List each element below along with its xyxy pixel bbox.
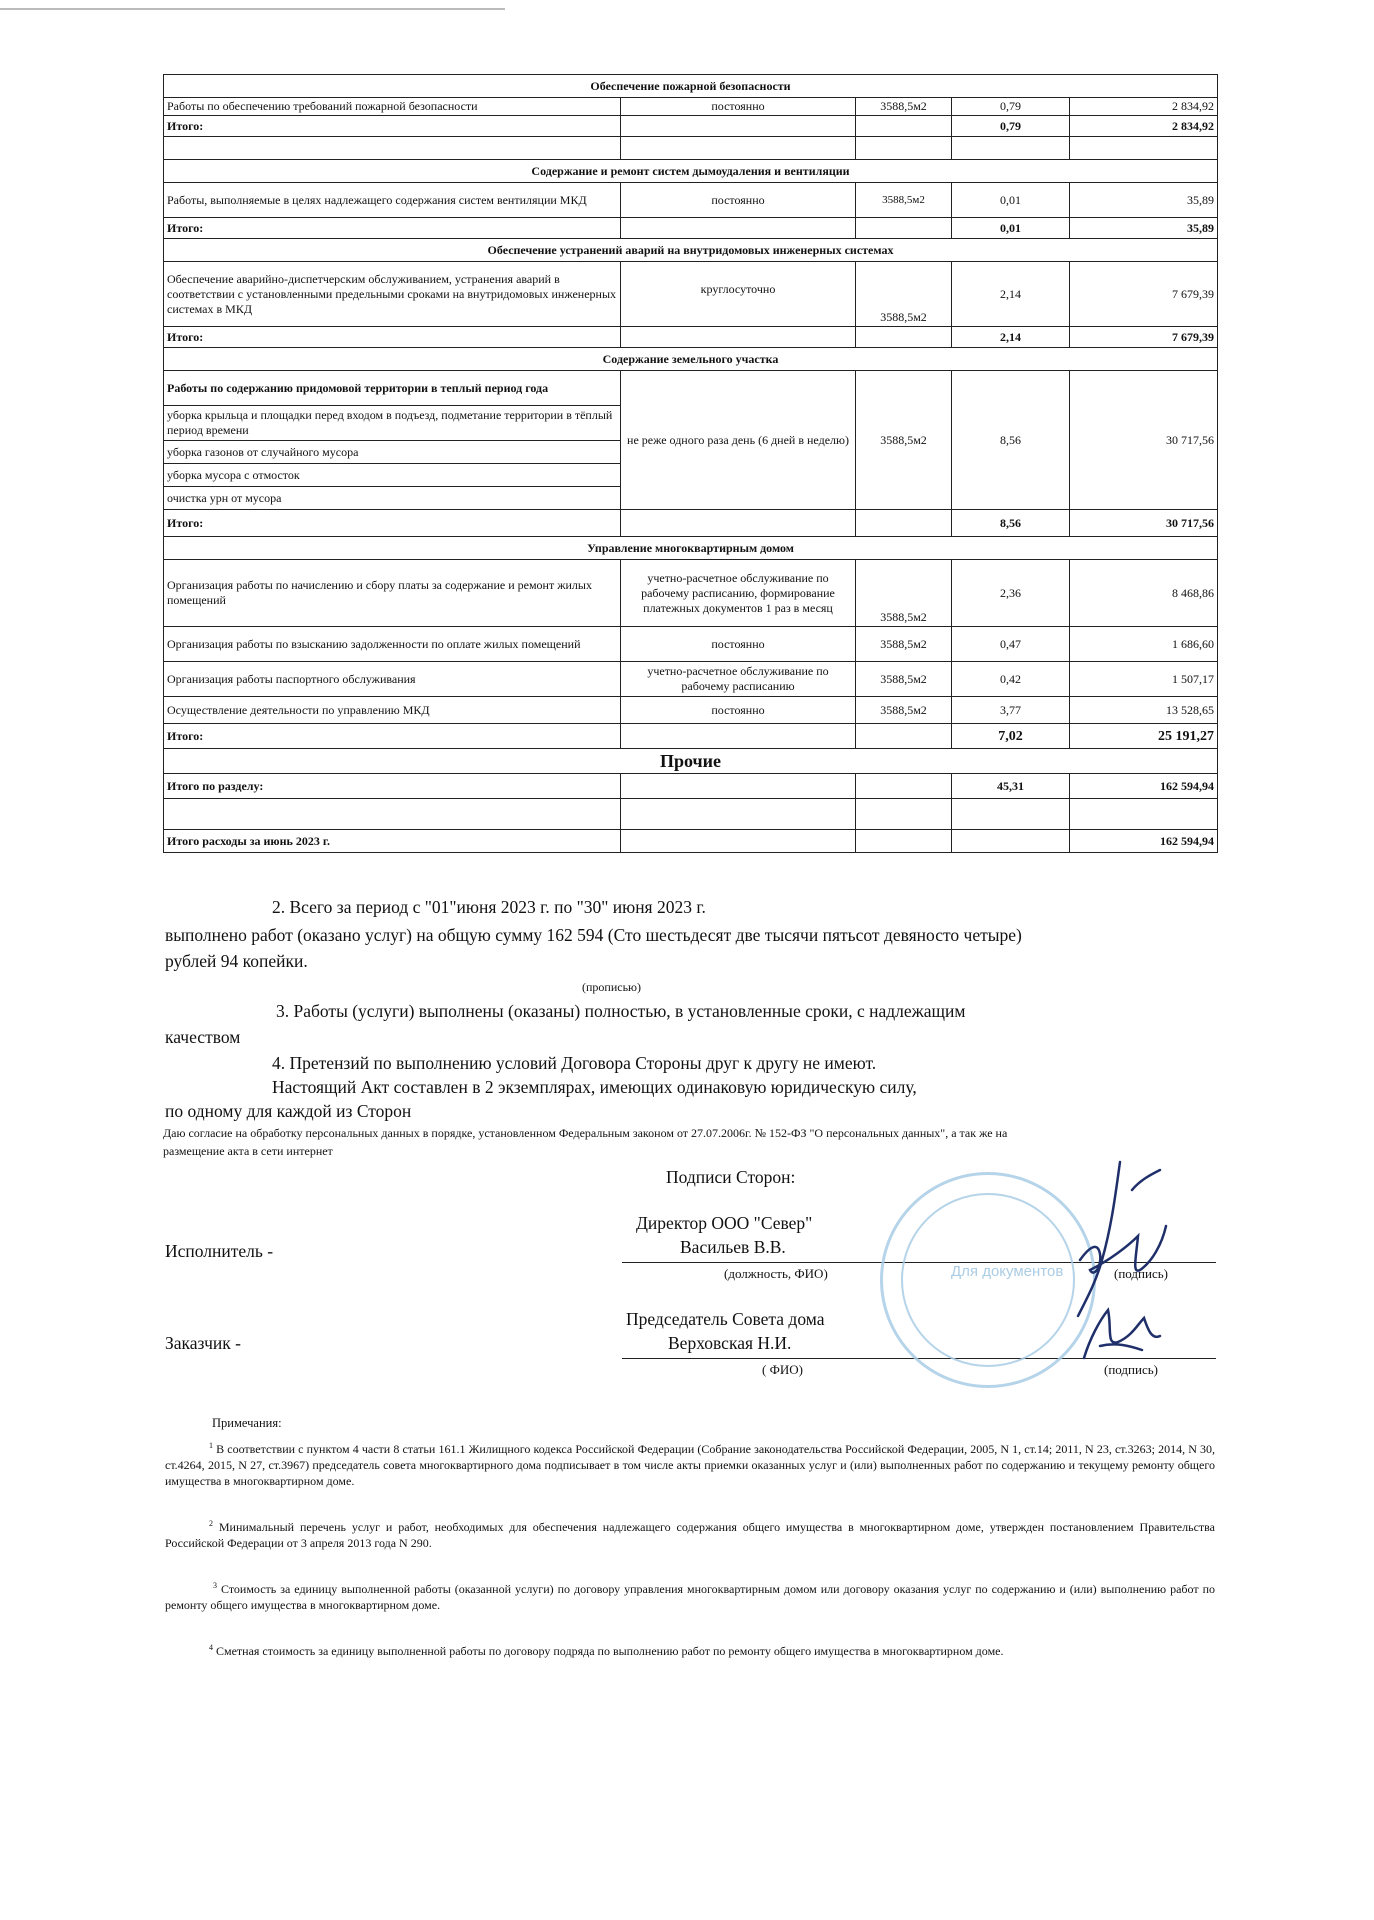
work-name: Работы по обеспечению требований пожарной безопасности xyxy=(164,98,621,116)
paragraph-3-line-1: 3. Работы (услуги) выполнены (оказаны) полностью, в установленные сроки, с надлежащим xyxy=(276,1001,966,1021)
table-row xyxy=(164,98,1218,116)
stamp-text: Для документов xyxy=(951,1263,1064,1280)
customer-name: Верховская Н.И. xyxy=(668,1333,792,1353)
executor-caption: (должность, ФИО) xyxy=(724,1266,828,1281)
work-area: 3588,5м2 xyxy=(856,183,952,218)
handwritten-signature xyxy=(1020,1150,1220,1370)
executor-position: Директор ООО "Север" xyxy=(636,1213,813,1233)
note-4-text: Сметная стоимость за единицу выполненной работы по договору подряда по выполнению работ по ремонту общего имущества в многоквартирном доме. xyxy=(216,1644,1004,1658)
land-item: уборка крыльца и площадки перед входом в подъезд, подметание территории в тёплый период времени xyxy=(164,406,621,441)
work-period: постоянно xyxy=(621,627,856,662)
customer-label: Заказчик - xyxy=(165,1333,241,1353)
section-title-ventilation: Содержание и ремонт систем дымоудаления и вентиляции xyxy=(164,160,1218,183)
work-sum: 2 834,92 xyxy=(1070,98,1218,116)
note-3-mark: 3 xyxy=(213,1581,217,1590)
section-title-land: Содержание земельного участка xyxy=(164,348,1218,371)
work-rate: 0,42 xyxy=(952,662,1070,697)
notes-title: Примечания: xyxy=(212,1416,282,1430)
work-name: Организация работы по взысканию задолженности по оплате жилых помещений xyxy=(164,627,621,662)
paragraph-2-line-3: рублей 94 копейки. xyxy=(165,951,308,971)
act-table xyxy=(163,74,1218,853)
executor-name: Васильев В.В. xyxy=(680,1237,786,1257)
paragraph-4: 4. Претензий по выполнению условий Договора Стороны друг к другу не имеют. xyxy=(272,1053,877,1073)
month-total-sum: 162 594,94 xyxy=(1070,830,1218,853)
total-label: Итого: xyxy=(164,724,621,749)
total-sum: 2 834,92 xyxy=(1070,116,1218,137)
work-name: Организация работы паспортного обслуживания xyxy=(164,662,621,697)
total-sum: 25 191,27 xyxy=(1070,724,1218,749)
work-period: круглосуточно xyxy=(621,262,856,327)
executor-label: Исполнитель - xyxy=(165,1241,274,1261)
land-item: очистка урн от мусора xyxy=(164,487,621,510)
customer-caption: ( ФИО) xyxy=(762,1362,803,1377)
total-sum: 30 717,56 xyxy=(1070,510,1218,537)
work-area: 3588,5м2 xyxy=(856,98,952,116)
work-sum: 1 507,17 xyxy=(1070,662,1218,697)
total-label: Итого: xyxy=(164,327,621,348)
month-total-row xyxy=(164,830,1218,853)
total-rate: 0,01 xyxy=(952,218,1070,239)
land-works-header: Работы по содержанию придомовой территории в теплый период года xyxy=(164,371,621,406)
work-sum: 30 717,56 xyxy=(1070,371,1218,510)
section-title-emergency: Обеспечение устранений аварий на внутридомовых инженерных системах xyxy=(164,239,1218,262)
consent-line-2: размещение акта в сети интернет xyxy=(163,1144,333,1158)
work-rate: 3,77 xyxy=(952,697,1070,724)
total-row xyxy=(164,724,1218,749)
section-title-management: Управление многоквартирным домом xyxy=(164,537,1218,560)
work-sum: 13 528,65 xyxy=(1070,697,1218,724)
note-2 xyxy=(165,1516,1215,1551)
note-2-text: Минимальный перечень услуг и работ, необходимых для обеспечения надлежащего содержания общего имущества в многоквартирном доме, утвержден постановлением Правительства Российской Федерации от 3 апреля 2013 года N 290. xyxy=(165,1520,1215,1550)
paragraph-5-line-2: по одному для каждой из Сторон xyxy=(165,1101,412,1121)
total-rate: 7,02 xyxy=(952,724,1070,749)
total-label: Итого: xyxy=(164,510,621,537)
work-rate: 0,01 xyxy=(952,183,1070,218)
section-total-sum: 162 594,94 xyxy=(1070,774,1218,799)
work-period: не реже одного раза день (6 дней в неделю) xyxy=(621,371,856,510)
work-rate: 0,79 xyxy=(952,98,1070,116)
total-row xyxy=(164,510,1218,537)
note-3-text: Стоимость за единицу выполненной работы (оказанной услуги) по договору управления многоквартирным домом или договору оказания услуг по содержанию и (или) выполнению работ по ремонту общего имущества в многоквартирном доме. xyxy=(165,1582,1216,1612)
work-area: 3588,5м2 xyxy=(856,262,952,327)
total-row xyxy=(164,327,1218,348)
note-3 xyxy=(165,1578,1215,1613)
paragraph-2-line-1: 2. Всего за период с "01"июня 2023 г. по "30" июня 2023 г. xyxy=(272,897,706,917)
table-row xyxy=(164,662,1218,697)
note-1-text: В соответствии с пунктом 4 части 8 статьи 161.1 Жилищного кодекса Российской Федерации (Собрание законодательства Российской Федерации, 2005, N 1, ст.14; 2011, N 23, ст.3263; 2014, N 30, ст.4264, 2015, N 27, ст.3967) председатель совета многоквартирного дома подписывает в том числе акты приемки оказанных услуг и (или) выполненных работ по содержанию и текущему ремонту общего имущества в многоквартирном доме. xyxy=(165,1442,1216,1488)
section-total-label: Итого по разделу: xyxy=(164,774,621,799)
consent-line-1: Даю согласие на обработку персональных данных в порядке, установленном Федеральным законом от 27.07.2006г. № 152-ФЗ "О персональных данных", а так же на xyxy=(163,1126,1008,1140)
work-period: учетно-расчетное обслуживание по рабочему расписанию, формирование платежных документов 1 раз в месяц xyxy=(621,560,856,627)
in-words-caption: (прописью) xyxy=(582,980,642,994)
section-title-fire: Обеспечение пожарной безопасности xyxy=(164,75,1218,98)
work-name: Осуществление деятельности по управлению МКД xyxy=(164,697,621,724)
paragraph-3-line-2: качеством xyxy=(165,1027,241,1047)
work-period: учетно-расчетное обслуживание по рабочему расписанию xyxy=(621,662,856,697)
customer-sign-caption: (подпись) xyxy=(1104,1362,1158,1377)
total-label: Итого: xyxy=(164,218,621,239)
total-sum: 7 679,39 xyxy=(1070,327,1218,348)
work-area: 3588,5м2 xyxy=(856,662,952,697)
section-total-rate: 45,31 xyxy=(952,774,1070,799)
work-rate: 2,36 xyxy=(952,560,1070,627)
work-area: 3588,5м2 xyxy=(856,697,952,724)
work-area: 3588,5м2 xyxy=(856,560,952,627)
note-4-mark: 4 xyxy=(209,1643,213,1652)
work-sum: 7 679,39 xyxy=(1070,262,1218,327)
table-row xyxy=(164,627,1218,662)
signatures-title: Подписи Сторон: xyxy=(666,1167,796,1187)
work-sum: 35,89 xyxy=(1070,183,1218,218)
note-1 xyxy=(165,1438,1215,1489)
scan-top-line xyxy=(0,8,505,10)
work-period: постоянно xyxy=(621,98,856,116)
customer-position: Председатель Совета дома xyxy=(626,1309,825,1329)
work-sum: 8 468,86 xyxy=(1070,560,1218,627)
table-row xyxy=(164,183,1218,218)
work-name: Обеспечение аварийно-диспетчерским обслуживанием, устранения аварий в соответствии с установленными предельными сроками на внутридомовых инженерных системах в МКД xyxy=(164,262,621,327)
section-total-row xyxy=(164,774,1218,799)
month-total-label: Итого расходы за июнь 2023 г. xyxy=(164,830,621,853)
total-label: Итого: xyxy=(164,116,621,137)
total-sum: 35,89 xyxy=(1070,218,1218,239)
work-area: 3588,5м2 xyxy=(856,627,952,662)
work-sum: 1 686,60 xyxy=(1070,627,1218,662)
total-row xyxy=(164,116,1218,137)
work-period: постоянно xyxy=(621,697,856,724)
table-row xyxy=(164,560,1218,627)
section-title-other: Прочие xyxy=(164,749,1218,774)
note-4 xyxy=(165,1640,1215,1659)
table-row xyxy=(164,371,1218,406)
work-rate: 0,47 xyxy=(952,627,1070,662)
table-row xyxy=(164,262,1218,327)
note-2-mark: 2 xyxy=(209,1519,213,1528)
total-row xyxy=(164,218,1218,239)
total-rate: 2,14 xyxy=(952,327,1070,348)
work-rate: 8,56 xyxy=(952,371,1070,510)
note-1-mark: 1 xyxy=(209,1441,213,1450)
land-item: уборка газонов от случайного мусора xyxy=(164,441,621,464)
table-row xyxy=(164,697,1218,724)
land-item: уборка мусора с отмосток xyxy=(164,464,621,487)
work-area: 3588,5м2 xyxy=(856,371,952,510)
work-name: Организация работы по начислению и сбору платы за содержание и ремонт жилых помещений xyxy=(164,560,621,627)
executor-sign-caption: (подпись) xyxy=(1114,1266,1168,1281)
work-name: Работы, выполняемые в целях надлежащего содержания систем вентиляции МКД xyxy=(164,183,621,218)
paragraph-2-line-2: выполнено работ (оказано услуг) на общую сумму 162 594 (Сто шестьдесят две тысячи пятьсот девяносто четыре) xyxy=(165,925,1022,945)
total-rate: 8,56 xyxy=(952,510,1070,537)
total-rate: 0,79 xyxy=(952,116,1070,137)
work-period: постоянно xyxy=(621,183,856,218)
paragraph-5-line-1: Настоящий Акт составлен в 2 экземплярах, имеющих одинаковую юридическую силу, xyxy=(272,1077,917,1097)
work-rate: 2,14 xyxy=(952,262,1070,327)
